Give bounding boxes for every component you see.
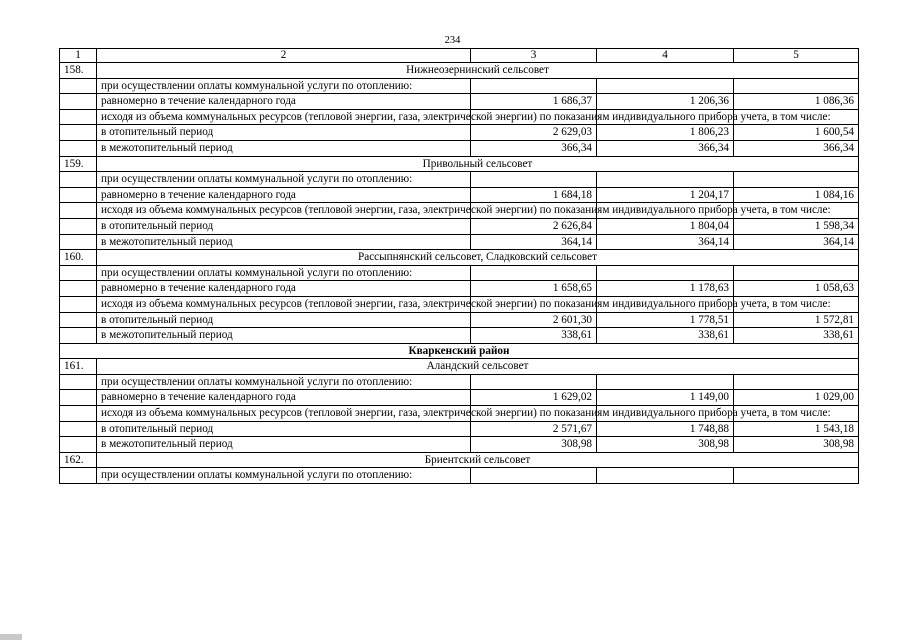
empty-cell bbox=[60, 78, 97, 94]
label-row bbox=[60, 296, 859, 312]
empty-cell bbox=[597, 374, 734, 390]
section-row bbox=[60, 63, 859, 79]
tariff-table bbox=[59, 48, 859, 484]
header-cell-4: 4 bbox=[597, 49, 734, 63]
empty-cell bbox=[60, 296, 97, 312]
value-col3: 364,14 bbox=[471, 234, 597, 250]
empty-cell bbox=[60, 234, 97, 250]
table-row bbox=[60, 94, 859, 110]
row-label: исходя из объема коммунальных ресурсов (тепловой энергии, газа, электрической энергии) по показаниям индивидуального прибора учета, в том числе: bbox=[97, 296, 471, 312]
row-label: в межотопительный период bbox=[97, 328, 471, 344]
empty-cell bbox=[597, 265, 734, 281]
empty-cell bbox=[471, 172, 597, 188]
empty-cell bbox=[471, 78, 597, 94]
value-col5: 1 084,16 bbox=[734, 187, 859, 203]
row-label: в отопительный период bbox=[97, 218, 471, 234]
empty-cell bbox=[734, 468, 859, 484]
empty-cell bbox=[734, 265, 859, 281]
empty-cell bbox=[734, 172, 859, 188]
value-col3: 308,98 bbox=[471, 437, 597, 453]
value-col5: 1 572,81 bbox=[734, 312, 859, 328]
value-col4: 1 206,36 bbox=[597, 94, 734, 110]
empty-cell bbox=[597, 468, 734, 484]
value-col3: 366,34 bbox=[471, 140, 597, 156]
empty-cell bbox=[471, 374, 597, 390]
empty-cell bbox=[597, 78, 734, 94]
empty-cell bbox=[60, 109, 97, 125]
row-number: 160. bbox=[60, 250, 97, 266]
label-row bbox=[60, 203, 859, 219]
district-row bbox=[60, 343, 859, 359]
empty-cell bbox=[734, 78, 859, 94]
value-col3: 2 629,03 bbox=[471, 125, 597, 141]
empty-cell bbox=[60, 374, 97, 390]
value-col4: 1 204,17 bbox=[597, 187, 734, 203]
value-col4: 1 778,51 bbox=[597, 312, 734, 328]
empty-cell bbox=[60, 328, 97, 344]
table-row bbox=[60, 125, 859, 141]
row-label: в межотопительный период bbox=[97, 437, 471, 453]
row-label: равномерно в течение календарного года bbox=[97, 94, 471, 110]
scan-corner-mark bbox=[0, 634, 22, 640]
table-row bbox=[60, 234, 859, 250]
table-row bbox=[60, 312, 859, 328]
empty-cell bbox=[471, 265, 597, 281]
value-col5: 1 598,34 bbox=[734, 218, 859, 234]
table-row bbox=[60, 328, 859, 344]
row-number: 161. bbox=[60, 359, 97, 375]
table-row bbox=[60, 437, 859, 453]
empty-cell bbox=[60, 94, 97, 110]
row-label: в межотопительный период bbox=[97, 234, 471, 250]
value-col4: 1 806,23 bbox=[597, 125, 734, 141]
section-row bbox=[60, 452, 859, 468]
row-label: в отопительный период bbox=[97, 125, 471, 141]
empty-cell bbox=[60, 468, 97, 484]
row-number: 158. bbox=[60, 63, 97, 79]
row-number: 162. bbox=[60, 452, 97, 468]
value-col5: 1 029,00 bbox=[734, 390, 859, 406]
label-row bbox=[60, 172, 859, 188]
value-col5: 364,14 bbox=[734, 234, 859, 250]
empty-cell bbox=[60, 187, 97, 203]
table-row bbox=[60, 218, 859, 234]
header-cell-1: 1 bbox=[60, 49, 97, 63]
value-col4: 1 748,88 bbox=[597, 421, 734, 437]
table-row bbox=[60, 421, 859, 437]
table-row bbox=[60, 140, 859, 156]
label-row bbox=[60, 78, 859, 94]
empty-cell bbox=[597, 172, 734, 188]
row-label: исходя из объема коммунальных ресурсов (тепловой энергии, газа, электрической энергии) по показаниям индивидуального прибора учета, в том числе: bbox=[97, 406, 471, 422]
label-row bbox=[60, 468, 859, 484]
value-col4: 338,61 bbox=[597, 328, 734, 344]
empty-cell bbox=[60, 390, 97, 406]
label-row bbox=[60, 406, 859, 422]
value-col5: 1 600,54 bbox=[734, 125, 859, 141]
section-title: Бриентский сельсовет bbox=[97, 452, 859, 468]
empty-cell bbox=[471, 468, 597, 484]
value-col4: 308,98 bbox=[597, 437, 734, 453]
value-col4: 364,14 bbox=[597, 234, 734, 250]
empty-cell bbox=[60, 312, 97, 328]
row-number: 159. bbox=[60, 156, 97, 172]
empty-cell bbox=[60, 140, 97, 156]
empty-cell bbox=[60, 265, 97, 281]
district-title: Кваркенский район bbox=[60, 343, 859, 359]
row-label: при осуществлении оплаты коммунальной услуги по отоплению: bbox=[97, 374, 471, 390]
value-col5: 1 058,63 bbox=[734, 281, 859, 297]
value-col3: 2 626,84 bbox=[471, 218, 597, 234]
section-row bbox=[60, 250, 859, 266]
empty-cell bbox=[60, 437, 97, 453]
empty-cell bbox=[60, 281, 97, 297]
empty-cell bbox=[60, 125, 97, 141]
row-label: в отопительный период bbox=[97, 421, 471, 437]
label-row bbox=[60, 109, 859, 125]
section-title: Аландский сельсовет bbox=[97, 359, 859, 375]
row-label: в межотопительный период bbox=[97, 140, 471, 156]
value-col5: 1 086,36 bbox=[734, 94, 859, 110]
value-col5: 1 543,18 bbox=[734, 421, 859, 437]
table-header-row bbox=[60, 49, 859, 63]
section-row bbox=[60, 156, 859, 172]
header-cell-3: 3 bbox=[471, 49, 597, 63]
value-col3: 2 601,30 bbox=[471, 312, 597, 328]
row-label: исходя из объема коммунальных ресурсов (тепловой энергии, газа, электрической энергии) по показаниям индивидуального прибора учета, в том числе: bbox=[97, 203, 471, 219]
value-col3: 1 686,37 bbox=[471, 94, 597, 110]
value-col4: 1 149,00 bbox=[597, 390, 734, 406]
empty-cell bbox=[60, 203, 97, 219]
value-col4: 1 804,04 bbox=[597, 218, 734, 234]
row-label: равномерно в течение календарного года bbox=[97, 390, 471, 406]
value-col3: 338,61 bbox=[471, 328, 597, 344]
table-row bbox=[60, 390, 859, 406]
value-col5: 366,34 bbox=[734, 140, 859, 156]
row-label: при осуществлении оплаты коммунальной услуги по отоплению: bbox=[97, 78, 471, 94]
value-col3: 1 684,18 bbox=[471, 187, 597, 203]
empty-cell bbox=[734, 374, 859, 390]
header-cell-2: 2 bbox=[97, 49, 471, 63]
empty-cell bbox=[60, 218, 97, 234]
value-col3: 1 629,02 bbox=[471, 390, 597, 406]
row-label: при осуществлении оплаты коммунальной услуги по отоплению: bbox=[97, 172, 471, 188]
page-number: 234 bbox=[444, 35, 461, 46]
section-title: Нижнеозернинский сельсовет bbox=[97, 63, 859, 79]
section-title: Привольный сельсовет bbox=[97, 156, 859, 172]
row-label: равномерно в течение календарного года bbox=[97, 281, 471, 297]
label-row bbox=[60, 374, 859, 390]
table-row bbox=[60, 187, 859, 203]
section-title: Рассыпнянский сельсовет, Сладковский сельсовет bbox=[97, 250, 859, 266]
value-col4: 366,34 bbox=[597, 140, 734, 156]
row-label: при осуществлении оплаты коммунальной услуги по отоплению: bbox=[97, 265, 471, 281]
empty-cell bbox=[60, 406, 97, 422]
value-col4: 1 178,63 bbox=[597, 281, 734, 297]
empty-cell bbox=[60, 172, 97, 188]
value-col3: 1 658,65 bbox=[471, 281, 597, 297]
empty-cell bbox=[60, 421, 97, 437]
row-label: при осуществлении оплаты коммунальной услуги по отоплению: bbox=[97, 468, 471, 484]
section-row bbox=[60, 359, 859, 375]
label-row bbox=[60, 265, 859, 281]
value-col5: 338,61 bbox=[734, 328, 859, 344]
table-row bbox=[60, 281, 859, 297]
row-label: равномерно в течение календарного года bbox=[97, 187, 471, 203]
value-col5: 308,98 bbox=[734, 437, 859, 453]
header-cell-5: 5 bbox=[734, 49, 859, 63]
value-col3: 2 571,67 bbox=[471, 421, 597, 437]
row-label: в отопительный период bbox=[97, 312, 471, 328]
row-label: исходя из объема коммунальных ресурсов (тепловой энергии, газа, электрической энергии) по показаниям индивидуального прибора учета, в том числе: bbox=[97, 109, 471, 125]
